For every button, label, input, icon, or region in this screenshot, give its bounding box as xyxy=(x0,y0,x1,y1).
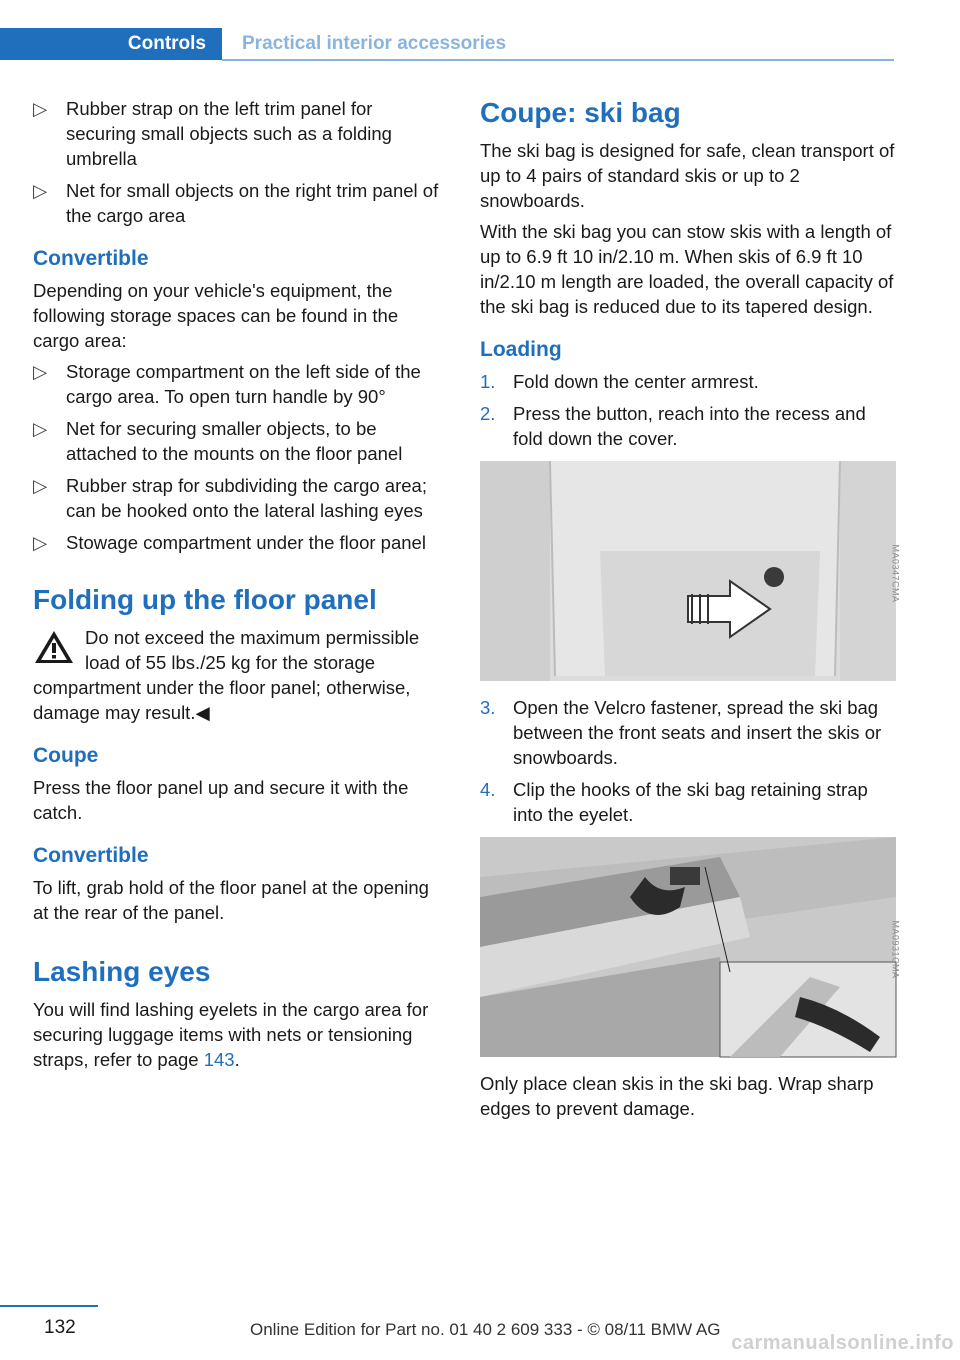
bullet-arrow-icon: ▷ xyxy=(33,475,48,496)
list-item: ▷ Net for securing smaller objects, to be attached to the mounts on the floor panel xyxy=(33,418,403,464)
convertible-floor-heading: Convertible xyxy=(33,844,149,867)
warning-text: Do not exceed the maximum permissible load of 55 lbs./25 kg for the storage compartment under the floor panel; otherwise, damage may result. xyxy=(33,627,420,723)
loading-heading: Loading xyxy=(480,338,562,361)
skibag-paragraph-1: The ski bag is designed for safe, clean transport of up to 4 pairs of standard skis or up to 2 snowboards. xyxy=(480,140,895,211)
list-item: ▷ Net for small objects on the right trim panel of the cargo area xyxy=(33,180,439,226)
lashing-heading: Lashing eyes xyxy=(33,956,211,987)
armrest-cover-image xyxy=(480,461,901,681)
warning-block xyxy=(33,625,447,725)
watermark: carmanualsonline.info xyxy=(731,1332,954,1354)
image-code: MA0347CMA xyxy=(890,544,901,603)
list-item: ▷ Stowage compartment under the floor panel xyxy=(33,532,426,553)
folding-heading: Folding up the floor panel xyxy=(33,584,377,615)
bullet-arrow-icon: ▷ xyxy=(33,180,48,201)
list-item: ▷ Rubber strap on the left trim panel for securing small objects such as a folding umbrella xyxy=(33,98,392,169)
edition-footer: Online Edition for Part no. 01 40 2 609 333 - © 08/11 BMW AG xyxy=(250,1320,721,1339)
left-column xyxy=(33,96,447,1078)
coupe-heading: Coupe xyxy=(33,744,99,767)
skibag-heading: Coupe: ski bag xyxy=(480,97,681,128)
header-rule xyxy=(222,59,894,61)
convertible-heading: Convertible xyxy=(33,247,149,270)
chapter-tab: Controls xyxy=(0,28,222,60)
step-item: 2. Press the button, reach into the recess and fold down the cover. xyxy=(480,403,866,449)
convertible-intro: Depending on your vehicle's equipment, the following storage spaces can be found in the cargo area: xyxy=(33,280,399,351)
list-item: ▷ Storage compartment on the left side of the cargo area. To open turn handle by 90° xyxy=(33,361,421,407)
closing-text: Only place clean skis in the ski bag. Wrap sharp edges to prevent damage. xyxy=(480,1073,874,1119)
list-item: ▷ Rubber strap for subdividing the cargo area; can be hooked onto the lateral lashing eyes xyxy=(33,475,427,521)
bullet-arrow-icon: ▷ xyxy=(33,532,48,553)
right-column xyxy=(480,96,901,1127)
step-item: 1. Fold down the center armrest. xyxy=(480,371,759,392)
bullet-arrow-icon: ▷ xyxy=(33,418,48,439)
end-mark-icon: ◀ xyxy=(195,702,210,723)
coupe-text: Press the floor panel up and secure it with the catch. xyxy=(33,777,409,823)
warning-triangle-icon xyxy=(33,629,75,665)
skibag-paragraph-2: With the ski bag you can stow skis with a length of up to 6.9 ft 10 in/2.10 m. When skis of 6.9 ft 10 in/2.10 m length are loaded, the overall capacity of the ski bag is reduced due to its tapered design. xyxy=(480,221,894,317)
page-number-rule xyxy=(0,1305,98,1307)
step-item: 3. Open the Velcro fastener, spread the ski bag between the front seats and insert the skis or snowboards. xyxy=(480,697,882,768)
page-link[interactable]: 143 xyxy=(203,1049,235,1070)
armrest-illustration xyxy=(480,461,896,681)
page-number: 132 xyxy=(44,1317,76,1338)
image-code: MA0931CMA xyxy=(890,920,901,979)
lashing-text: You will find lashing eyelets in the cargo area for securing luggage items with nets or tensioning straps, refer to page 143. xyxy=(33,999,429,1070)
ski-bag-illustration xyxy=(480,837,896,1057)
convertible-floor-text: To lift, grab hold of the floor panel at the opening at the rear of the panel. xyxy=(33,877,429,923)
section-title: Practical interior accessories xyxy=(222,28,894,60)
bullet-arrow-icon: ▷ xyxy=(33,361,48,382)
bullet-arrow-icon: ▷ xyxy=(33,98,48,119)
ski-bag-strap-image xyxy=(480,837,901,1057)
step-item: 4. Clip the hooks of the ski bag retaining strap into the eyelet. xyxy=(480,779,868,825)
